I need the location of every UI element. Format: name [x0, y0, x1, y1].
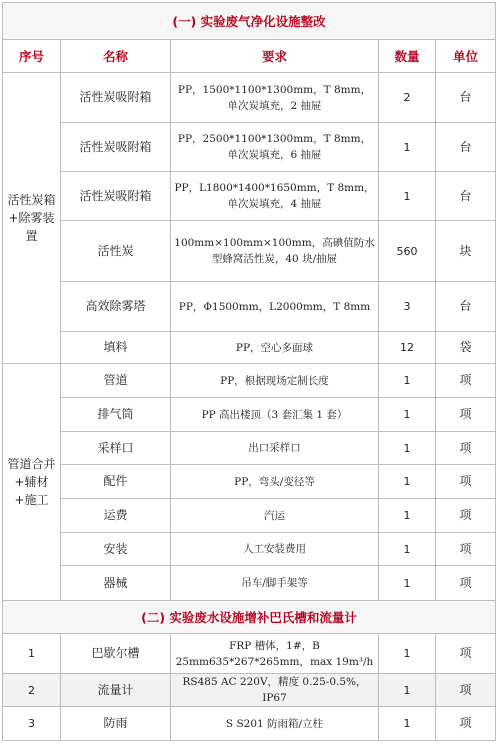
item-qty: 3 [379, 282, 436, 332]
item-name: 管道 [61, 364, 171, 398]
item-qty: 1 [379, 364, 436, 398]
item-spec: 汽运 [171, 499, 379, 533]
header-unit: 单位 [436, 40, 496, 73]
table-row [3, 172, 496, 221]
item-name: 配件 [61, 465, 171, 499]
item-name: 填料 [61, 332, 171, 364]
item-unit: 台 [436, 282, 496, 332]
item-qty: 1 [379, 398, 436, 432]
item-name: 活性炭吸附箱 [61, 172, 171, 221]
item-spec: RS485 AC 220V，精度 0.25-0.5%，IP67 [171, 674, 379, 707]
item-spec: PP，Φ1500mm，L2000mm，T 8mm [171, 282, 379, 332]
item-spec: PP，弯头/变径等 [171, 465, 379, 499]
item-unit: 项 [436, 566, 496, 601]
item-unit: 项 [436, 707, 496, 741]
item-unit: 台 [436, 123, 496, 172]
item-name: 活性炭吸附箱 [61, 73, 171, 123]
item-seq: 3 [3, 707, 61, 741]
section-title: (二) 实验废水设施增补巴氏槽和流量计 [3, 601, 496, 634]
table-row [3, 123, 496, 172]
table-row [3, 432, 496, 465]
item-qty: 1 [379, 172, 436, 221]
table-row [3, 364, 496, 398]
item-qty: 560 [379, 221, 436, 282]
table-row [3, 674, 496, 707]
item-unit: 项 [436, 398, 496, 432]
item-name: 流量计 [61, 674, 171, 707]
item-seq: 1 [3, 634, 61, 674]
item-name: 排气筒 [61, 398, 171, 432]
item-unit: 项 [436, 465, 496, 499]
item-spec: 出口采样口 [171, 432, 379, 465]
item-qty: 1 [379, 566, 436, 601]
section-title-row [3, 601, 496, 634]
table-row [3, 566, 496, 601]
item-name: 防雨 [61, 707, 171, 741]
table-row [3, 398, 496, 432]
header-row [3, 40, 496, 73]
item-unit: 项 [436, 674, 496, 707]
header-req: 要求 [171, 40, 379, 73]
header-seq: 序号 [3, 40, 61, 73]
item-qty: 1 [379, 707, 436, 741]
item-unit: 项 [436, 364, 496, 398]
group-label: 管道合并+辅材+施工 [3, 364, 61, 601]
item-unit: 块 [436, 221, 496, 282]
item-spec: 吊车/脚手架等 [171, 566, 379, 601]
item-qty: 12 [379, 332, 436, 364]
item-qty: 1 [379, 674, 436, 707]
header-name: 名称 [61, 40, 171, 73]
item-spec: PP，根据现场定制长度 [171, 364, 379, 398]
equipment-table [2, 2, 496, 741]
item-spec: 100mm×100mm×100mm，高碘值防水型蜂窝活性炭，40 块/抽屉 [171, 221, 379, 282]
item-qty: 2 [379, 73, 436, 123]
item-spec: PP，空心多面球 [171, 332, 379, 364]
item-unit: 项 [436, 499, 496, 533]
item-name: 巴歇尔槽 [61, 634, 171, 674]
item-name: 高效除雾塔 [61, 282, 171, 332]
item-spec: PP，1500*1100*1300mm，T 8mm，单次炭填充，2 抽屉 [171, 73, 379, 123]
item-qty: 1 [379, 634, 436, 674]
item-name: 采样口 [61, 432, 171, 465]
table-row [3, 73, 496, 123]
item-qty: 1 [379, 533, 436, 566]
item-name: 活性炭吸附箱 [61, 123, 171, 172]
table-row [3, 282, 496, 332]
table-row [3, 465, 496, 499]
table-row [3, 634, 496, 674]
item-spec: 人工安装费用 [171, 533, 379, 566]
item-qty: 1 [379, 465, 436, 499]
item-unit: 台 [436, 172, 496, 221]
item-unit: 项 [436, 533, 496, 566]
item-name: 器械 [61, 566, 171, 601]
item-unit: 台 [436, 73, 496, 123]
item-spec: PP，L1800*1400*1650mm，T 8mm，单次炭填充，4 抽屉 [171, 172, 379, 221]
item-name: 活性炭 [61, 221, 171, 282]
table-row [3, 221, 496, 282]
section-title-row [3, 3, 496, 40]
table-row [3, 332, 496, 364]
item-unit: 项 [436, 432, 496, 465]
header-qty: 数量 [379, 40, 436, 73]
group-label: 活性炭箱 +除雾装置 [3, 73, 61, 364]
item-unit: 袋 [436, 332, 496, 364]
item-qty: 1 [379, 499, 436, 533]
item-qty: 1 [379, 123, 436, 172]
item-spec: S S201 防雨箱/立柱 [171, 707, 379, 741]
item-spec: PP 高出楼顶（3 套汇集 1 套） [171, 398, 379, 432]
section-title: (一) 实验废气净化设施整改 [3, 3, 496, 40]
item-name: 安装 [61, 533, 171, 566]
table-row [3, 533, 496, 566]
item-seq: 2 [3, 674, 61, 707]
item-name: 运费 [61, 499, 171, 533]
table-row [3, 707, 496, 741]
item-unit: 项 [436, 634, 496, 674]
table-row [3, 499, 496, 533]
item-spec: FRP 槽体，1#，B 25mm635*267*265mm，max 19m³/h [171, 634, 379, 674]
item-spec: PP，2500*1100*1300mm，T 8mm，单次炭填充，6 抽屉 [171, 123, 379, 172]
item-qty: 1 [379, 432, 436, 465]
